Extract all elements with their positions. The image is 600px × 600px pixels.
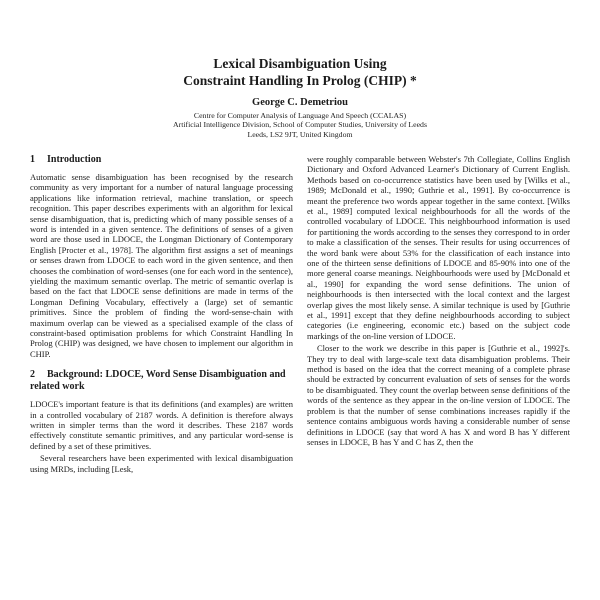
affiliation-line-1: Centre for Computer Analysis of Language And Speech (CCALAS) [193,110,407,120]
section-1-heading [30,154,293,166]
section-2-heading [30,369,293,393]
section-2-paragraph-2: Several researchers have been experimented with lexical disambiguation using MRDs, including [Lesk, [30,453,293,474]
section-1-number: 1 [30,153,35,165]
paper-title-line2: Constraint Handling In Prolog (CHIP) * [183,72,417,88]
paper-header [30,56,570,140]
section-2-paragraph-1: LDOCE's important feature is that its definitions (and examples) are written in a controlled vocabulary of 2187 words. A definition is therefore always written in simpler terms than the word it describes. These 2187 words effectively constitute semantic primitives, and any particular word-sense is defined by a set of these primitives. [30,399,293,451]
section-1-paragraph: Automatic sense disambiguation has been recognised by the research community as very important for a number of natural language processing applications like information retrieval, machine translation, or speech recognition. This paper describes experiments with an algorithm for lexical sense disambiguation, that is, predicting which of many possible senses of a word is intended in a given sentence. The definitions of senses of a given word are those used in LDOCE, the Longman Dictionary of Contemporary English [Procter et al., 1978]. The algorithm first assigns a set of meanings or senses drawn from LDOCE to each word in the given sentence, and then chooses the combination of word-senses (one for each word in the sentence), yielding the maximum semantic overlap. The metric of semantic overlap is based on the fact that LDOCE sense definitions are made in terms of the Longman Defining Vocabulary, effectively a (large) set of semantic primitives. Since the problem of finding the word-sense-chain with maximum overlap can be viewed as a specialised example of the class of constraint-based optimisation problems for which Constraint Handling In Prolog (CHIP) was designed, we have chosen to implement our algorithm in CHIP. [30,171,293,359]
left-column [30,154,293,590]
two-column-body [30,154,570,590]
section-2-number: 2 [30,369,35,381]
paper-title [30,56,570,90]
affiliation-line-3: Leeds, LS2 9JT, United Kingdom [247,130,353,140]
right-column [307,154,570,590]
right-column-paragraph-1: were roughly comparable between Webster's 7th Collegiate, Collins English Dictionary and Oxford Advanced Learner's Dictionary of Current English. Methods based on co-occurrence statistics have been used by [Wilks et al., 1989; McDonald et al., 1990; Guthrie et al., 1991]. By co-occurrence is meant the preference two words appear together in the same context. [Wilks et al., 1989] computed lexical neighbourhoods for all the words of the controlled vocabulary of LDOCE. This neighbourhood information is used for partitioning the words according to the senses they correspond to in order to make a classification of the senses. Their results for using occurrences of the word bank were about 53% for the classification of each instance into one of the thirteen sense definitions of LDOCE and 85-90% into one of the more general coarse meanings. Neighbourhoods were used by [McDonald et al., 1990] for expanding the word sense definitions. The union of neighbourhoods is then intersected with the local context and the largest overlap gives the most likely sense. A similar technique is used by [Guthrie et al., 1991] except that they define neighbourhoods according to subject categories (i.e engineering, economic etc.) based on the subject code markings of the on-line version of LDOCE. [307,153,570,341]
paper-author: George C. Demetriou [252,96,348,108]
section-2-title: Background: LDOCE, Word Sense Disambiguation and related work [30,369,286,393]
affiliation-line-2: Artificial Intelligence Division, School of Computer Studies, University of Leeds [172,120,427,130]
paper-title-line1: Lexical Disambiguation Using [213,56,387,71]
right-column-paragraph-2: Closer to the work we describe in this paper is [Guthrie et al., 1992]'s. They try to deal with large-scale text data disambiguation problems. Their method is based on the idea that the correct meaning of a complete phrase should be extracted by concurrent evaluation of sets of senses for the words to be disambiguated. They count the overlap between sense definitions of the words of the sentence as they appear in the on-line version of LDOCE. The problem is that the number of sense combinations increases rapidly if the sentence contains ambiguous words having a considerable number of sense definitions in LDOCE (say that word A has X and word B has Y different senses in LDOCE, B has Y and C has Z, then the [307,343,570,447]
section-1-title: Introduction [47,153,102,165]
